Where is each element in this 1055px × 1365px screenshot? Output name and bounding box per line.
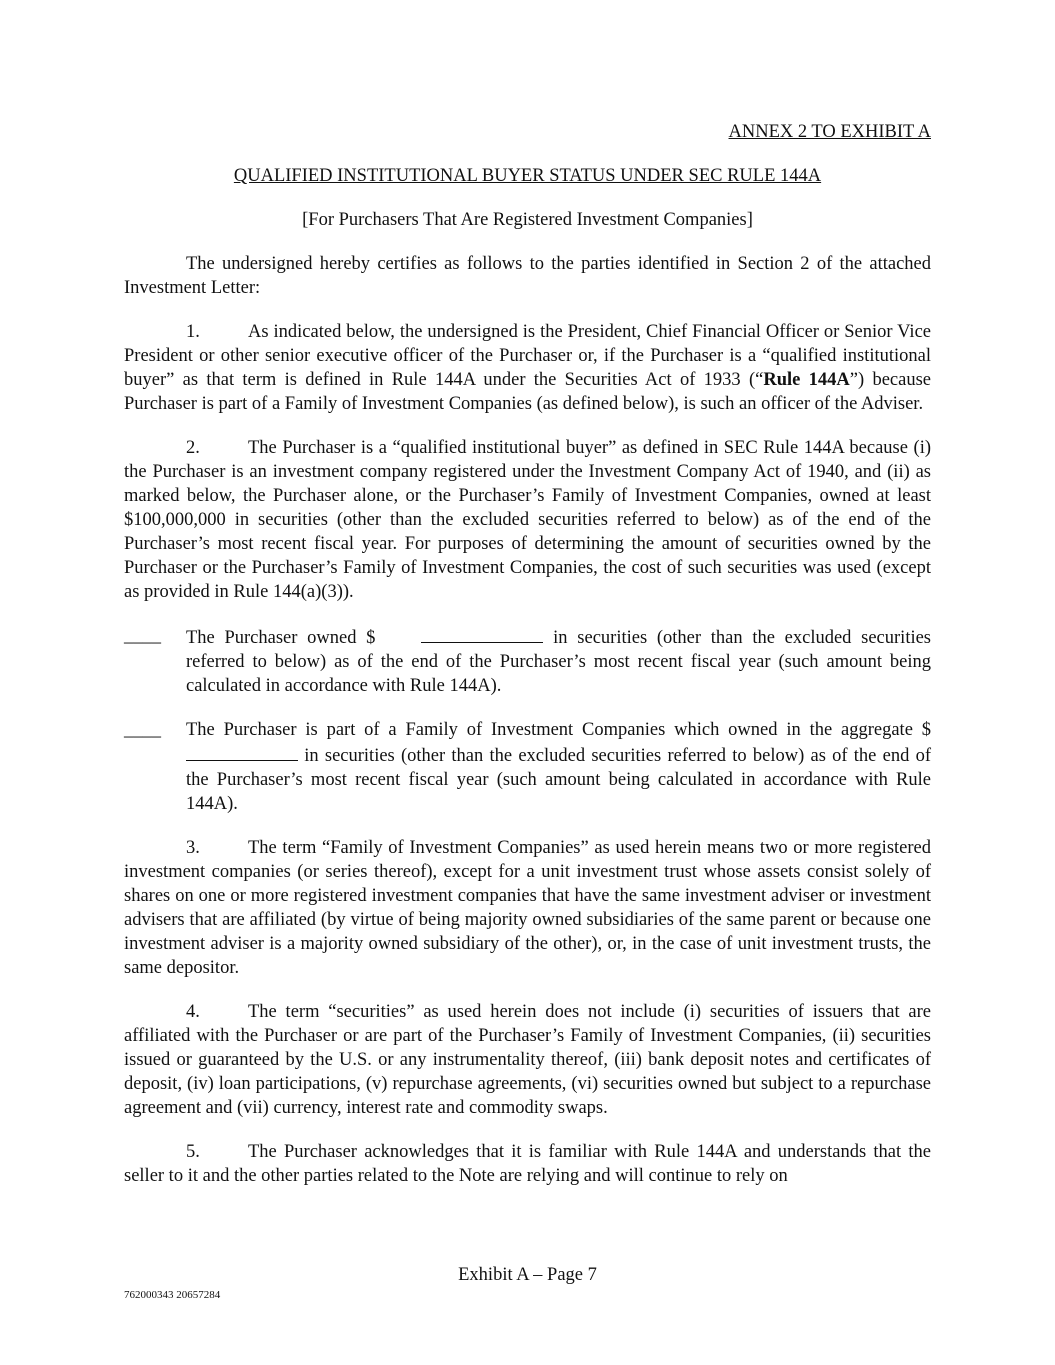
paragraph-4-text: The term “securities” as used herein does not include (i) securities of issuers that are affiliated with the Purchaser or are part of the Purchaser’s Family of Investment Companies, (ii) securities issued or guaranteed by the U.S. or any instrumentality thereof, (iii) bank deposit notes and certificates of deposit, (iv) loan participations, (v) repurchase agreements, (vi) securities owned but subject to a repurchase agreement and (vii) currency, interest rate and commodity swaps.: [124, 1002, 931, 1118]
paragraph-2-number: 2.: [186, 438, 200, 458]
paragraph-1-number: 1.: [186, 322, 200, 342]
paragraph-1-text-b: ”) because Purchaser is part of a Family of Investment Companies (as defined below), is such an officer of the Adviser.: [124, 370, 931, 414]
page-footer-label: Exhibit A – Page 7: [458, 1265, 597, 1285]
paragraph-4-number: 4.: [186, 1002, 200, 1022]
option-2-text-b: in securities (other than the excluded securities referred to below) as of the end of the Purchaser’s most recent fiscal year (such amount being calculated in accordance with Rule 144A).: [186, 746, 931, 814]
paragraph-5: [124, 1140, 931, 1188]
document-body: [124, 120, 931, 1208]
paragraph-3-number: 3.: [186, 838, 200, 858]
paragraph-1-text-a: As indicated below, the undersigned is the President, Chief Financial Officer or Senior Vice President or other senior executive officer of the Purchaser or, if the Purchaser is a “qualified institutional buyer” as that term is defined in Rule 144A under the Securities Act of 1933 (“: [124, 322, 931, 390]
document-title: QUALIFIED INSTITUTIONAL BUYER STATUS UNDER SEC RULE 144A: [233, 166, 822, 186]
paragraph-5-number: 5.: [186, 1142, 200, 1162]
intro-paragraph: The undersigned hereby certifies as follows to the parties identified in Section 2 of the attached Investment Letter:: [124, 254, 931, 298]
option-2-check-blank[interactable]: ____: [124, 720, 161, 740]
option-1-amount-blank[interactable]: [421, 624, 543, 643]
option-2-amount-blank[interactable]: [186, 742, 298, 761]
option-2-text-a: The Purchaser is part of a Family of Investment Companies which owned in the aggregate $: [186, 720, 931, 740]
paragraph-5-text: The Purchaser acknowledges that it is familiar with Rule 144A and understands that the seller to it and the other parties related to the Note are relying and will continue to rely on: [124, 1142, 931, 1186]
paragraph-4: [124, 1000, 931, 1120]
option-purchaser-alone: [124, 624, 931, 698]
option-1-text-a: The Purchaser owned $: [186, 628, 376, 648]
annex-heading: ANNEX 2 TO EXHIBIT A: [728, 122, 931, 142]
paragraph-3-text: The term “Family of Investment Companies” as used herein means two or more registered investment companies (or series thereof), except for a unit investment trust whose assets consist solely of shares on one or more registered investment companies that have the same investment adviser or investment advisers that are affiliated (by virtue of being majority owned subsidiaries of the same parent or because one investment adviser is a majority owned subsidiary of the other), or, in the case of unit investment trusts, the same depositor.: [124, 838, 931, 978]
document-subtitle: [For Purchasers That Are Registered Investment Companies]: [302, 210, 753, 230]
paragraph-3: [124, 836, 931, 980]
option-1-text-b: in securities (other than the excluded securities referred to below) as of the end of the Purchaser’s most recent fiscal year (such amount being calculated in accordance with Rule 144A).: [186, 628, 932, 696]
paragraph-1-defined-term: Rule 144A: [763, 370, 850, 390]
paragraph-1: [124, 320, 931, 416]
option-family-of-companies: [124, 718, 931, 816]
paragraph-2-text: The Purchaser is a “qualified institutional buyer” as defined in SEC Rule 144A because (i) the Purchaser is an investment company registered under the Investment Company Act of 1940, and (ii) as marked below, the Purchaser alone, or the Purchaser’s Family of Investment Companies, owned at least $100,000,000 in securities (other than the excluded securities referred to below) as of the end of the Purchaser’s most recent fiscal year. For purposes of determining the amount of securities owned by the Purchaser or the Purchaser’s Family of Investment Companies, the cost of such securities was used (except as provided in Rule 144(a)(3)).: [124, 438, 931, 602]
paragraph-2: [124, 436, 931, 604]
document-id: 762000343 20657284: [124, 1289, 221, 1301]
option-1-check-blank[interactable]: ____: [124, 626, 161, 646]
